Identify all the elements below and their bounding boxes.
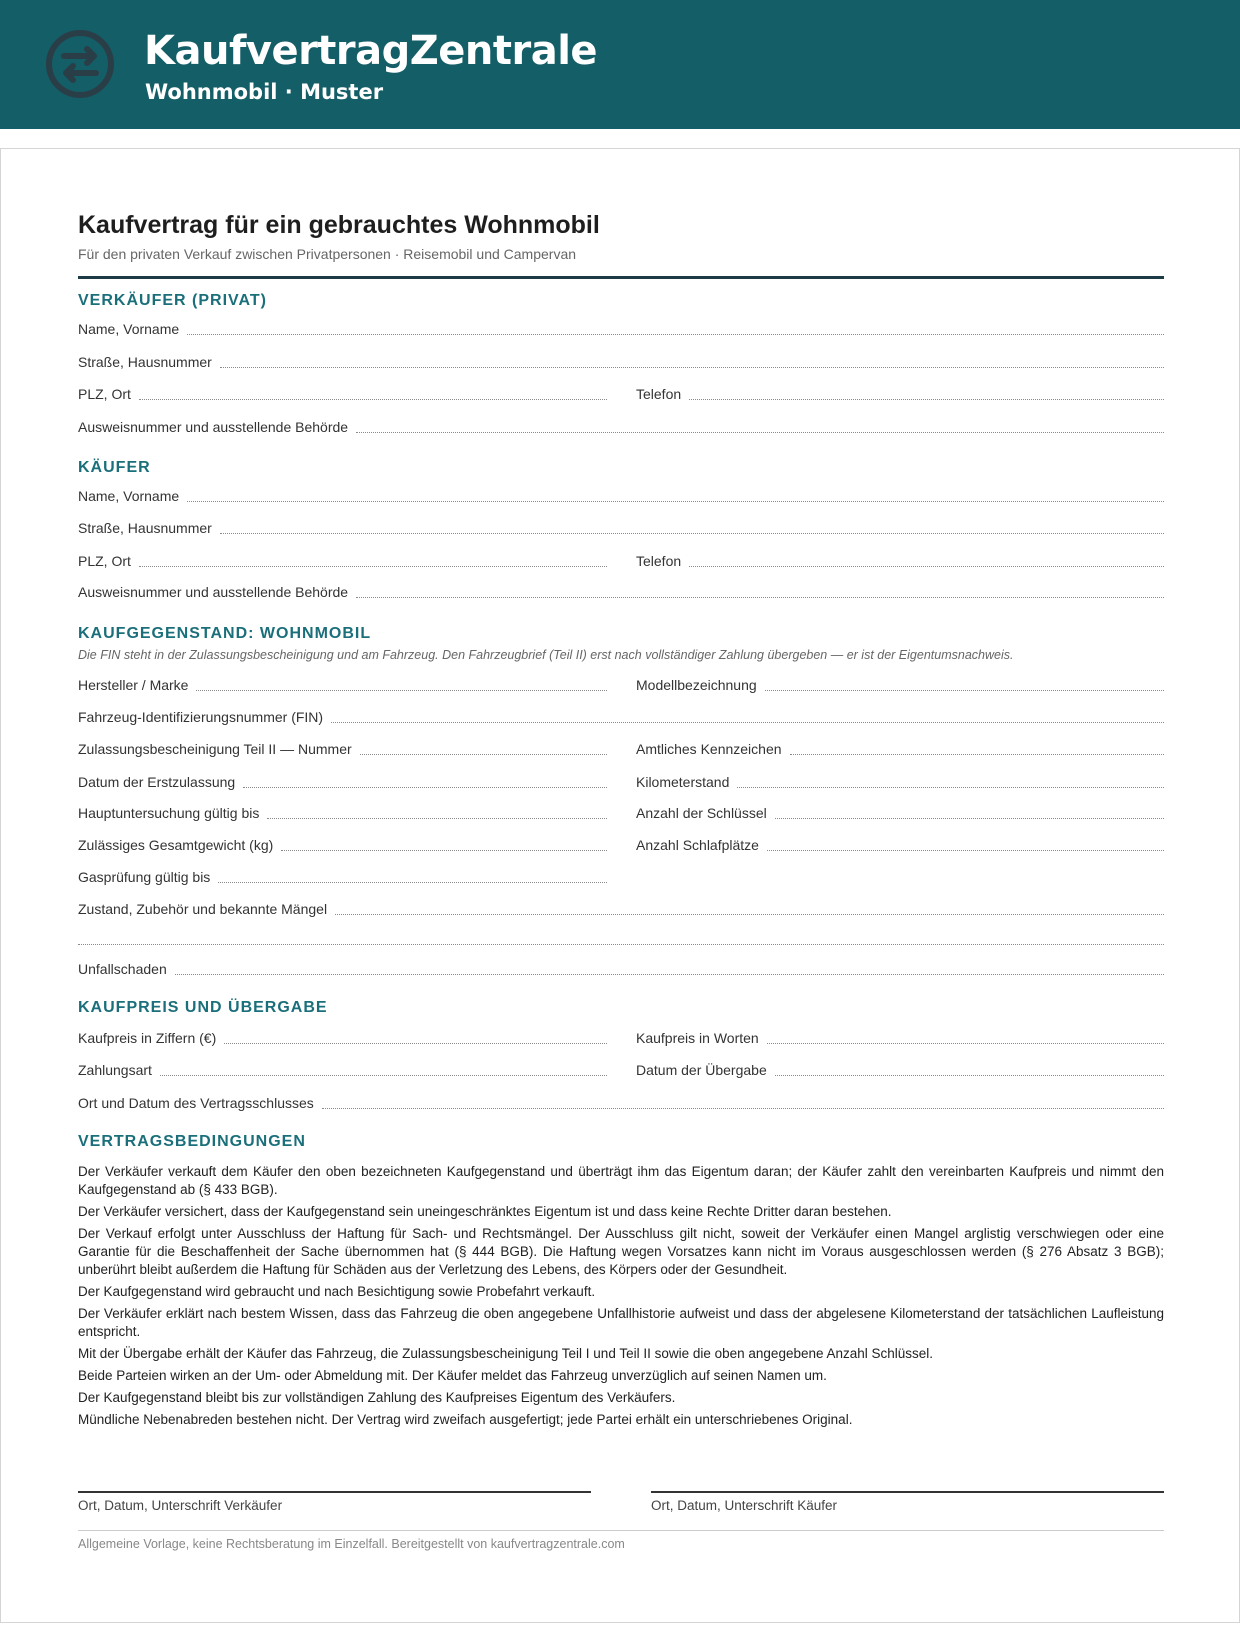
field-label: Unfallschaden — [78, 961, 167, 977]
title-divider — [78, 276, 1164, 279]
footer-divider — [78, 1530, 1164, 1531]
field-label: Zulässiges Gesamtgewicht (kg) — [78, 837, 274, 853]
buyer-name-field[interactable] — [78, 485, 1164, 505]
field-label: Hersteller / Marke — [78, 677, 189, 693]
manufacturer-field[interactable] — [78, 674, 607, 694]
model-field[interactable] — [636, 674, 1164, 694]
fill-line — [281, 850, 607, 851]
field-label: PLZ, Ort — [78, 553, 131, 569]
contract-place-date-field[interactable] — [78, 1092, 1164, 1112]
field-label: Ausweisnummer und ausstellende Behörde — [78, 584, 349, 600]
field-label: Zustand, Zubehör und bekannte Mängel — [78, 901, 328, 917]
fill-line — [196, 690, 607, 691]
terms-item: Beide Parteien wirken an der Um- oder Abmeldung mit. Der Käufer meldet das Fahrzeug unverzüglich auf seinen Namen um. — [78, 1368, 827, 1383]
inspection-field[interactable] — [78, 802, 607, 822]
fill-line — [356, 432, 1164, 433]
fill-line — [767, 850, 1164, 851]
field-label: Straße, Hausnummer — [78, 520, 212, 536]
berths-field[interactable] — [636, 834, 1164, 854]
field-label: Name, Vorname — [78, 321, 180, 337]
fill-line — [139, 399, 607, 400]
field-label: Datum der Übergabe — [636, 1062, 767, 1078]
fill-line — [160, 1075, 607, 1076]
footer-note: Allgemeine Vorlage, keine Rechtsberatung im Einzelfall. Bereitgestellt von kaufvertragzentrale.com — [78, 1537, 625, 1551]
fill-line — [356, 597, 1164, 598]
fill-line — [224, 1043, 607, 1044]
fill-line — [689, 399, 1164, 400]
terms-item: Der Kaufgegenstand wird gebraucht und nach Besichtigung sowie Probefahrt verkauft. — [78, 1284, 596, 1299]
section-heading-buyer: KÄUFER — [78, 459, 151, 476]
gas-check-field[interactable] — [78, 866, 607, 886]
first-registration-field[interactable] — [78, 771, 607, 791]
terms-list — [78, 1163, 1164, 1433]
fill-line — [331, 722, 1164, 723]
field-label: Straße, Hausnummer — [78, 354, 212, 370]
section-heading-vehicle: KAUFGEGENSTAND: WOHNMOBIL — [78, 625, 372, 642]
document-title: Kaufvertrag für ein gebrauchtes Wohnmobil — [78, 211, 600, 239]
fill-line — [689, 566, 1164, 567]
document-subtitle: Für den privaten Verkauf zwischen Privatpersonen · Reisemobil und Campervan — [78, 246, 577, 262]
price-figures-field[interactable] — [78, 1027, 607, 1047]
fill-line — [267, 818, 607, 819]
field-label: Ort und Datum des Vertragsschlusses — [78, 1095, 314, 1111]
condition-extra-line[interactable] — [78, 944, 1164, 945]
fill-line — [220, 367, 1164, 368]
section-heading-price: KAUFPREIS UND ÜBERGABE — [78, 999, 328, 1016]
registration-certificate-field[interactable] — [78, 738, 607, 758]
field-label: Zahlungsart — [78, 1062, 152, 1078]
buyer-street-field[interactable] — [78, 517, 1164, 537]
field-label: Modellbezeichnung — [636, 677, 757, 693]
field-label: Name, Vorname — [78, 488, 180, 504]
gross-weight-field[interactable] — [78, 834, 607, 854]
fill-line — [175, 974, 1164, 975]
seller-signature-line[interactable] — [78, 1491, 591, 1493]
buyer-signature-label: Ort, Datum, Unterschrift Käufer — [651, 1498, 838, 1513]
field-label: Telefon — [636, 386, 682, 402]
buyer-signature-line[interactable] — [651, 1491, 1164, 1493]
section-heading-seller: VERKÄUFER (PRIVAT) — [78, 292, 267, 309]
fill-line — [360, 754, 607, 755]
fill-line — [187, 334, 1164, 335]
brand-subtitle: Wohnmobil · Muster — [145, 80, 384, 104]
field-label: PLZ, Ort — [78, 386, 131, 402]
fill-line — [139, 566, 607, 567]
terms-item: Mündliche Nebenabreden bestehen nicht. Der Vertrag wird zweifach ausgefertigt; jede Partei erhält ein unterschriebenes Original. — [78, 1412, 853, 1427]
field-label: Anzahl der Schlüssel — [636, 805, 767, 821]
field-label: Datum der Erstzulassung — [78, 774, 236, 790]
fill-line — [775, 818, 1164, 819]
seller-name-field[interactable] — [78, 318, 1164, 338]
price-words-field[interactable] — [636, 1027, 1164, 1047]
fill-line — [243, 787, 607, 788]
fill-line — [322, 1108, 1164, 1109]
keys-count-field[interactable] — [636, 802, 1164, 822]
terms-item: Der Verkäufer verkauft dem Käufer den oben bezeichneten Kaufgegenstand und überträgt ihm das Eigentum daran; der Käufer zahlt den vereinbarten Kaufpreis und nimmt den Kaufgegenstand ab (§ 433 BGB). — [78, 1164, 1164, 1197]
field-label: Gasprüfung gültig bis — [78, 869, 211, 885]
vehicle-note: Die FIN steht in der Zulassungsbescheinigung und am Fahrzeug. Den Fahrzeugbrief (Teil II) erst nach vollständiger Zahlung übergeben — er ist der Eigentumsnachweis. — [78, 648, 1014, 662]
fill-line — [218, 882, 607, 883]
field-label: Fahrzeug-Identifizierungsnummer (FIN) — [78, 709, 324, 725]
field-label: Amtliches Kennzeichen — [636, 741, 782, 757]
field-label: Kaufpreis in Ziffern (€) — [78, 1030, 217, 1046]
payment-method-field[interactable] — [78, 1059, 607, 1079]
buyer-zip-city-field[interactable] — [78, 550, 607, 570]
fill-line — [335, 914, 1164, 915]
section-heading-terms: VERTRAGSBEDINGUNGEN — [78, 1133, 306, 1150]
field-label: Ausweisnummer und ausstellende Behörde — [78, 419, 349, 435]
terms-item: Mit der Übergabe erhält der Käufer das Fahrzeug, die Zulassungsbescheinigung Teil I und Teil II sowie die oben angegebene Anzahl Schlüssel. — [78, 1346, 934, 1361]
fill-line — [790, 754, 1164, 755]
field-label: Kilometerstand — [636, 774, 730, 790]
vin-field[interactable] — [78, 706, 1164, 726]
seller-id-field[interactable] — [78, 416, 1164, 436]
terms-item: Der Verkäufer erklärt nach bestem Wissen, dass das Fahrzeug die oben angegebene Unfallhistorie aufweist und dass der abgelesene Kilometerstand der tatsächlichen Laufleistung entspricht. — [78, 1306, 1164, 1339]
terms-item: Der Verkauf erfolgt unter Ausschluss der Haftung für Sach- und Rechtsmängel. Der Ausschluss gilt nicht, soweit der Verkäufer einen Mangel arglistig verschwiegen oder eine Garantie für die Beschaffenheit der Sache übernommen hat (§ 444 BGB). Die Haftung wegen Vorsatzes kann nicht im Voraus ausgeschlossen werden (§ 276 Absatz 3 BGB); unberührt bleibt außerdem die Haftung für Schäden aus der Verletzung des Lebens, des Körpers oder der Gesundheit. — [78, 1226, 1164, 1277]
fill-line — [765, 690, 1164, 691]
buyer-id-field[interactable] — [78, 581, 1164, 601]
header-banner — [0, 0, 1240, 129]
seller-signature-label: Ort, Datum, Unterschrift Verkäufer — [78, 1498, 283, 1513]
field-label: Kaufpreis in Worten — [636, 1030, 759, 1046]
terms-item: Der Verkäufer versichert, dass der Kaufgegenstand sein uneingeschränktes Eigentum ist und dass keine Rechte Dritter daran bestehen. — [78, 1204, 892, 1219]
terms-item: Der Kaufgegenstand bleibt bis zur vollständigen Zahlung des Kaufpreises Eigentum des Verkäufers. — [78, 1390, 676, 1405]
brand-name: KaufvertragZentrale — [144, 28, 598, 74]
mileage-field[interactable] — [636, 771, 1164, 791]
swap-arrows-icon — [44, 28, 116, 100]
field-label: Telefon — [636, 553, 682, 569]
condition-field[interactable] — [78, 898, 1164, 918]
fill-line — [187, 501, 1164, 502]
fill-line — [775, 1075, 1164, 1076]
fill-line — [737, 787, 1164, 788]
accident-damage-field[interactable] — [78, 958, 1164, 978]
field-label: Anzahl Schlafplätze — [636, 837, 759, 853]
seller-phone-field[interactable] — [636, 383, 1164, 403]
fill-line — [767, 1043, 1164, 1044]
field-label: Hauptuntersuchung gültig bis — [78, 805, 260, 821]
field-label: Zulassungsbescheinigung Teil II — Nummer — [78, 741, 352, 757]
seller-street-field[interactable] — [78, 351, 1164, 371]
license-plate-field[interactable] — [636, 738, 1164, 758]
fill-line — [220, 533, 1164, 534]
seller-zip-city-field[interactable] — [78, 383, 607, 403]
buyer-phone-field[interactable] — [636, 550, 1164, 570]
handover-date-field[interactable] — [636, 1059, 1164, 1079]
